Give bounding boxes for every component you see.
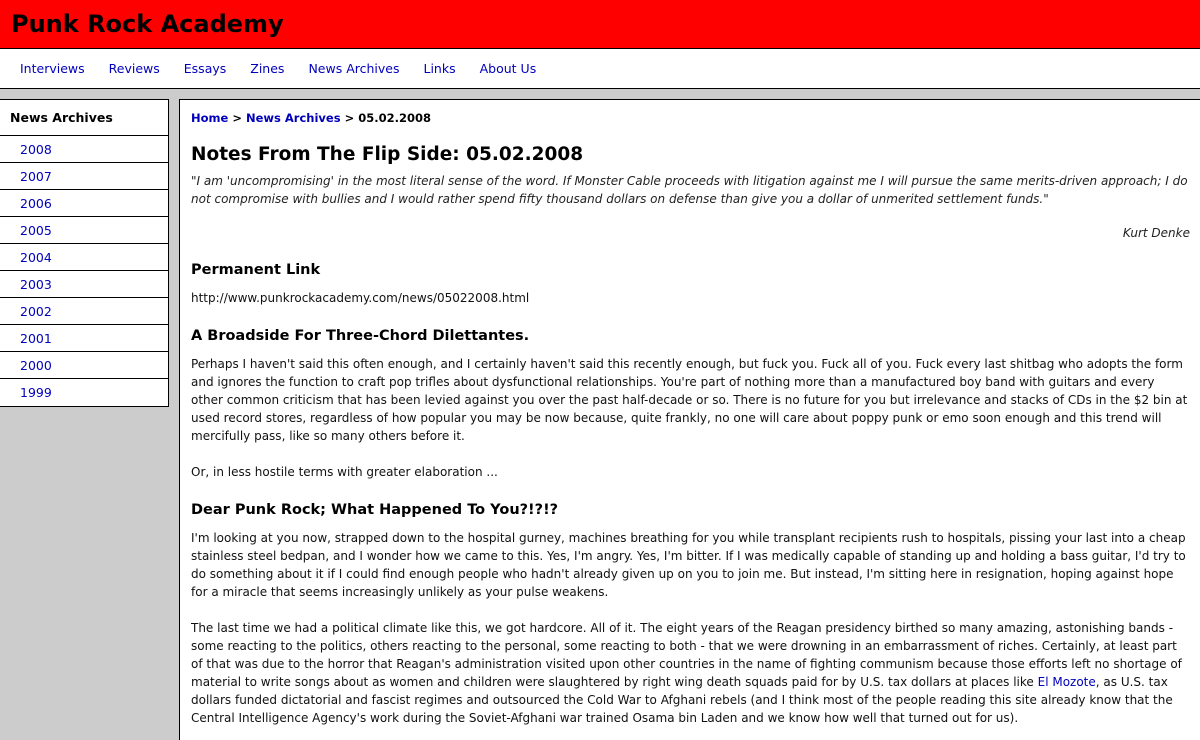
section-heading-broadside: A Broadside For Three-Chord Dilettantes. (191, 328, 530, 344)
sidebar-item-2000 (0, 352, 168, 379)
breadcrumb (191, 111, 1190, 125)
paragraph-broadside-1: Perhaps I haven't said this often enough, and I certainly haven't said this recently enough, but fuck you. Fuck all of you. Fuck every last shitbag who adopts the form and ignores the function to craft pop trifles about dysfunctional relationships. You're part of nothing more than a manufactured boy band with guitars and every other common criticism that has been levied against you over the past half-decade or so. There is no future for you but irrelevance and stacks of CDs in the $2 bin at used record stores, regardless of how popular you may be now because, quite frankly, no one will care about poppy punk or emo soon enough and this trend will mercifully pass, like so many others before it. (191, 357, 1188, 443)
top-nav-list (0, 49, 1200, 88)
paragraph-text-segment: , as U.S. tax dollars funded dictatorial and fascist regimes and outsourced the Cold War to Afghani rebels (and I think most of the people reading this site already know that the Central Intelligence Agency's work during the Soviet-Afghani war trained Osama bin Laden and we know how well that turned out for us). (191, 675, 1173, 725)
breadcrumb-home-link[interactable]: Home (191, 111, 229, 125)
nav-item-essays (172, 61, 239, 76)
nav-link-zines[interactable]: Zines (250, 61, 285, 76)
epigraph-author: Kurt Denke (1122, 226, 1190, 240)
el-mozote-link[interactable]: El Mozote (1037, 675, 1096, 689)
article-title: Notes From The Flip Side: 05.02.2008 (191, 144, 584, 165)
sidebar-link-2001[interactable]: 2001 (20, 331, 52, 346)
site-title: Punk Rock Academy (11, 10, 284, 38)
sidebar-year-list (0, 136, 168, 406)
permalink-heading: Permanent Link (191, 262, 321, 278)
sidebar-item-2001 (0, 325, 168, 352)
nav-item-interviews (8, 61, 97, 76)
sidebar-link-2006[interactable]: 2006 (20, 196, 52, 211)
sidebar-item-2005 (0, 217, 168, 244)
top-nav (0, 49, 1200, 89)
sidebar-link-2002[interactable]: 2002 (20, 304, 52, 319)
sidebar-link-2003[interactable]: 2003 (20, 277, 52, 292)
sidebar-link-2004[interactable]: 2004 (20, 250, 52, 265)
epigraph-quote: "I am 'uncompromising' in the most literal sense of the word. If Monster Cable proceeds with litigation against me I will pursue the same merits-driven approach; I do not compromise with bullies and I would rather spend fifty thousand dollars on defense than give you a dollar of unmerited settlement funds." (191, 174, 1188, 206)
sidebar-item-2006 (0, 190, 168, 217)
breadcrumb-separator: > (232, 111, 242, 125)
breadcrumb-section-link[interactable]: News Archives (245, 111, 341, 125)
main-content (179, 99, 1200, 740)
sidebar-link-2000[interactable]: 2000 (20, 358, 52, 373)
nav-link-news-archives[interactable]: News Archives (308, 61, 400, 76)
sidebar-item-2007 (0, 163, 168, 190)
paragraph-dear-punk-rock-1: I'm looking at you now, strapped down to the hospital gurney, machines breathing for you while transplant recipients rush to hospitals, pissing your last into a cheap stainless steel bedpan, and I wonder how we came to this. Yes, I'm angry. Yes, I'm bitter. If I was medically capable of standing up and holding a bass guitar, I'd try to do something about it if I could find enough people who hadn't already given up on you to join me. But instead, I'm sitting here in resignation, hoping against hope for a miracle that seems increasingly unlikely as your pulse weakens. (191, 531, 1186, 599)
nav-item-links (411, 61, 467, 76)
paragraph-text-segment: The last time we had a political climate like this, we got hardcore. All of it. The eight years of the Reagan presidency birthed so many amazing, astonishing bands - some reacting to the politics, others reacting to the personal, some reacting to both - that we were drowning in an embarrassment of riches. Certainly, at least part of that was due to the horror that Reagan's administration visited upon other countries in the name of fighting communism because those efforts left no shortage of material to write songs about as women and children were slaughtered by right wing death squads paid for by U.S. tax dollars at places like (191, 621, 1182, 689)
nav-item-reviews (97, 61, 172, 76)
paragraph-broadside-2: Or, in less hostile terms with greater elaboration ... (191, 465, 498, 479)
nav-item-about-us (468, 61, 549, 76)
nav-link-interviews[interactable]: Interviews (20, 61, 85, 76)
nav-item-zines (238, 61, 296, 76)
nav-link-reviews[interactable]: Reviews (108, 61, 160, 76)
sidebar-item-1999 (0, 379, 168, 406)
sidebar-item-2004 (0, 244, 168, 271)
breadcrumb-current: 05.02.2008 (358, 111, 431, 125)
sidebar (0, 99, 169, 407)
nav-link-essays[interactable]: Essays (183, 61, 227, 76)
permalink-url: http://www.punkrockacademy.com/news/05022008.html (191, 291, 530, 305)
sidebar-item-2008 (0, 136, 168, 163)
sidebar-link-2005[interactable]: 2005 (20, 223, 52, 238)
sidebar-item-2003 (0, 271, 168, 298)
sidebar-item-2002 (0, 298, 168, 325)
sidebar-title: News Archives (0, 100, 168, 136)
nav-item-news-archives (296, 61, 411, 76)
sidebar-link-2008[interactable]: 2008 (20, 142, 52, 157)
section-heading-dear-punk-rock: Dear Punk Rock; What Happened To You?!?!? (191, 502, 559, 518)
nav-link-about-us[interactable]: About Us (479, 61, 537, 76)
paragraph-dear-punk-rock-2 (191, 619, 1190, 727)
nav-link-links[interactable]: Links (423, 61, 456, 76)
sidebar-link-2007[interactable]: 2007 (20, 169, 52, 184)
sidebar-link-1999[interactable]: 1999 (20, 385, 52, 400)
site-header (0, 0, 1200, 49)
breadcrumb-separator: > (344, 111, 355, 125)
